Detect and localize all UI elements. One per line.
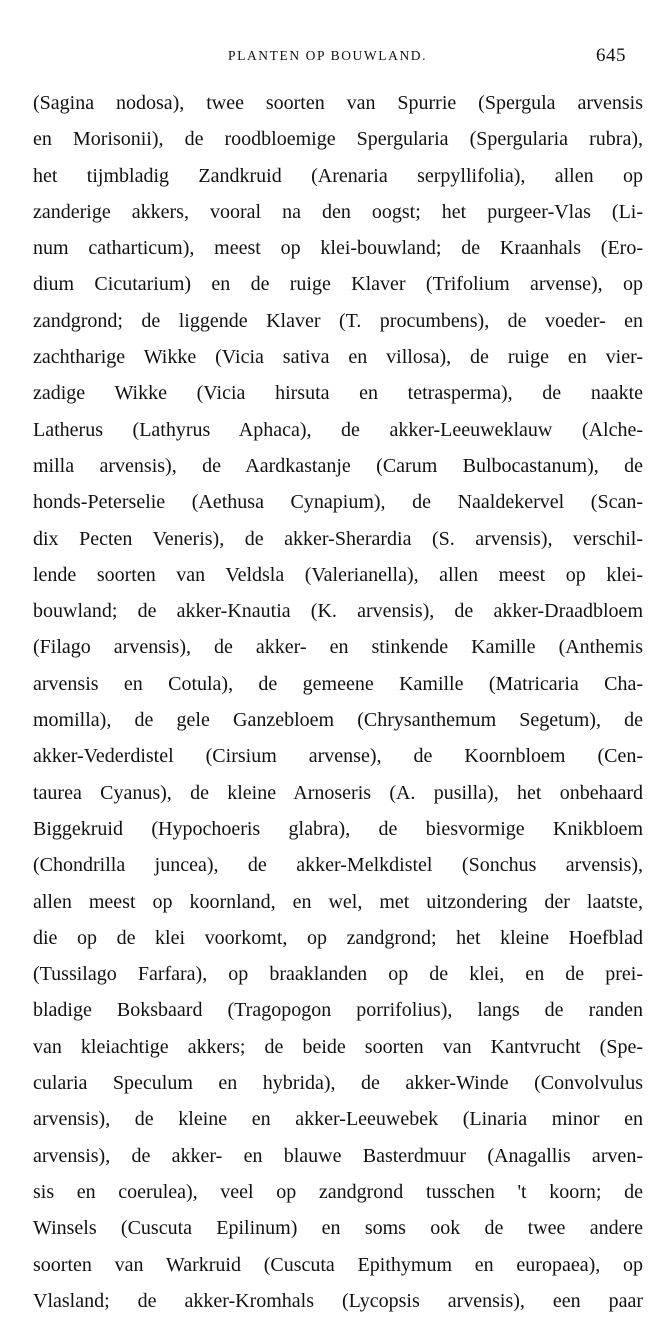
text-line: zadige Wikke (Vicia hirsuta en tetrasperma), de naakte (33, 382, 643, 405)
text-line: Biggekruid (Hypochoeris glabra), de biesvormige Knikbloem (33, 817, 643, 840)
text-line: dium Cicutarium) en de ruige Klaver (Trifolium arvense), op (33, 273, 643, 296)
text-line: zachtharige Wikke (Vicia sativa en villosa), de ruige en vier- (33, 346, 643, 369)
text-line: en Morisonii), de roodbloemige Spergularia (Spergularia rubra), (33, 128, 643, 151)
text-line: taurea Cyanus), de kleine Arnoseris (A. pusilla), het onbehaard (33, 781, 643, 804)
text-line: milla arvensis), de Aardkastanje (Carum Bulbocastanum), de (33, 454, 643, 477)
text-line: (Sagina nodosa), twee soorten van Spurrie (Spergula arvensis (33, 92, 643, 114)
running-head (0, 45, 669, 72)
text-line: momilla), de gele Ganzebloem (Chrysanthemum Segetum), de (33, 709, 643, 732)
text-line: bouwland; de akker-Knautia (K. arvensis), de akker-Draadbloem (33, 600, 643, 623)
text-line: akker-Vederdistel (Cirsium arvense), de Koornbloem (Cen- (33, 745, 643, 768)
text-line: arvensis en Cotula), de gemeene Kamille (Matricaria Cha- (33, 672, 643, 695)
text-line: arvensis), de akker- en blauwe Basterdmuur (Anagallis arven- (33, 1144, 643, 1167)
text-line: bladige Boksbaard (Tragopogon porrifolius), langs de randen (33, 999, 643, 1022)
text-line: die op de klei voorkomt, op zandgrond; het kleine Hoefblad (33, 926, 643, 949)
text-line: allen meest op koornland, en wel, met uitzondering der laatste, (33, 890, 643, 913)
running-title: PLANTEN OP BOUWLAND. (228, 48, 428, 63)
text-line: honds-Peterselie (Aethusa Cynapium), de Naaldekervel (Scan- (33, 491, 643, 514)
text-line: soorten van Warkruid (Cuscuta Epithymum en europaea), op (33, 1253, 643, 1276)
text-line: dix Pecten Veneris), de akker-Sherardia (S. arvensis), verschil- (33, 527, 643, 550)
body-text (33, 85, 643, 1319)
text-line: het tijmbladig Zandkruid (Arenaria serpyllifolia), allen op (33, 164, 643, 187)
text-line: Latherus (Lathyrus Aphaca), de akker-Leeuweklauw (Alche- (33, 418, 643, 441)
text-line: van kleiachtige akkers; de beide soorten van Kantvrucht (Spe- (33, 1035, 643, 1058)
text-line: sis en coerulea), veel op zandgrond tusschen 't koorn; de (33, 1180, 643, 1203)
text-line: arvensis), de kleine en akker-Leeuwebek (Linaria minor en (33, 1108, 643, 1131)
text-line: Winsels (Cuscuta Epilinum) en soms ook de twee andere (33, 1217, 643, 1240)
text-line: lende soorten van Veldsla (Valerianella), allen meest op klei- (33, 563, 643, 586)
text-line: Vlasland; de akker-Kromhals (Lycopsis arvensis), een paar (33, 1289, 643, 1312)
page-number: 645 (596, 45, 626, 66)
text-line: cularia Speculum en hybrida), de akker-Winde (Convolvulus (33, 1072, 643, 1095)
text-line: (Filago arvensis), de akker- en stinkende Kamille (Anthemis (33, 636, 643, 659)
text-line: zandgrond; de liggende Klaver (T. procumbens), de voeder- en (33, 309, 643, 332)
text-line: (Tussilago Farfara), op braaklanden op de klei, en de prei- (33, 963, 643, 986)
text-line: num catharticum), meest op klei-bouwland; de Kraanhals (Ero- (33, 237, 643, 260)
text-line: zanderige akkers, vooral na den oogst; het purgeer-Vlas (Li- (33, 200, 643, 223)
text-line: (Chondrilla juncea), de akker-Melkdistel (Sonchus arvensis), (33, 854, 643, 877)
